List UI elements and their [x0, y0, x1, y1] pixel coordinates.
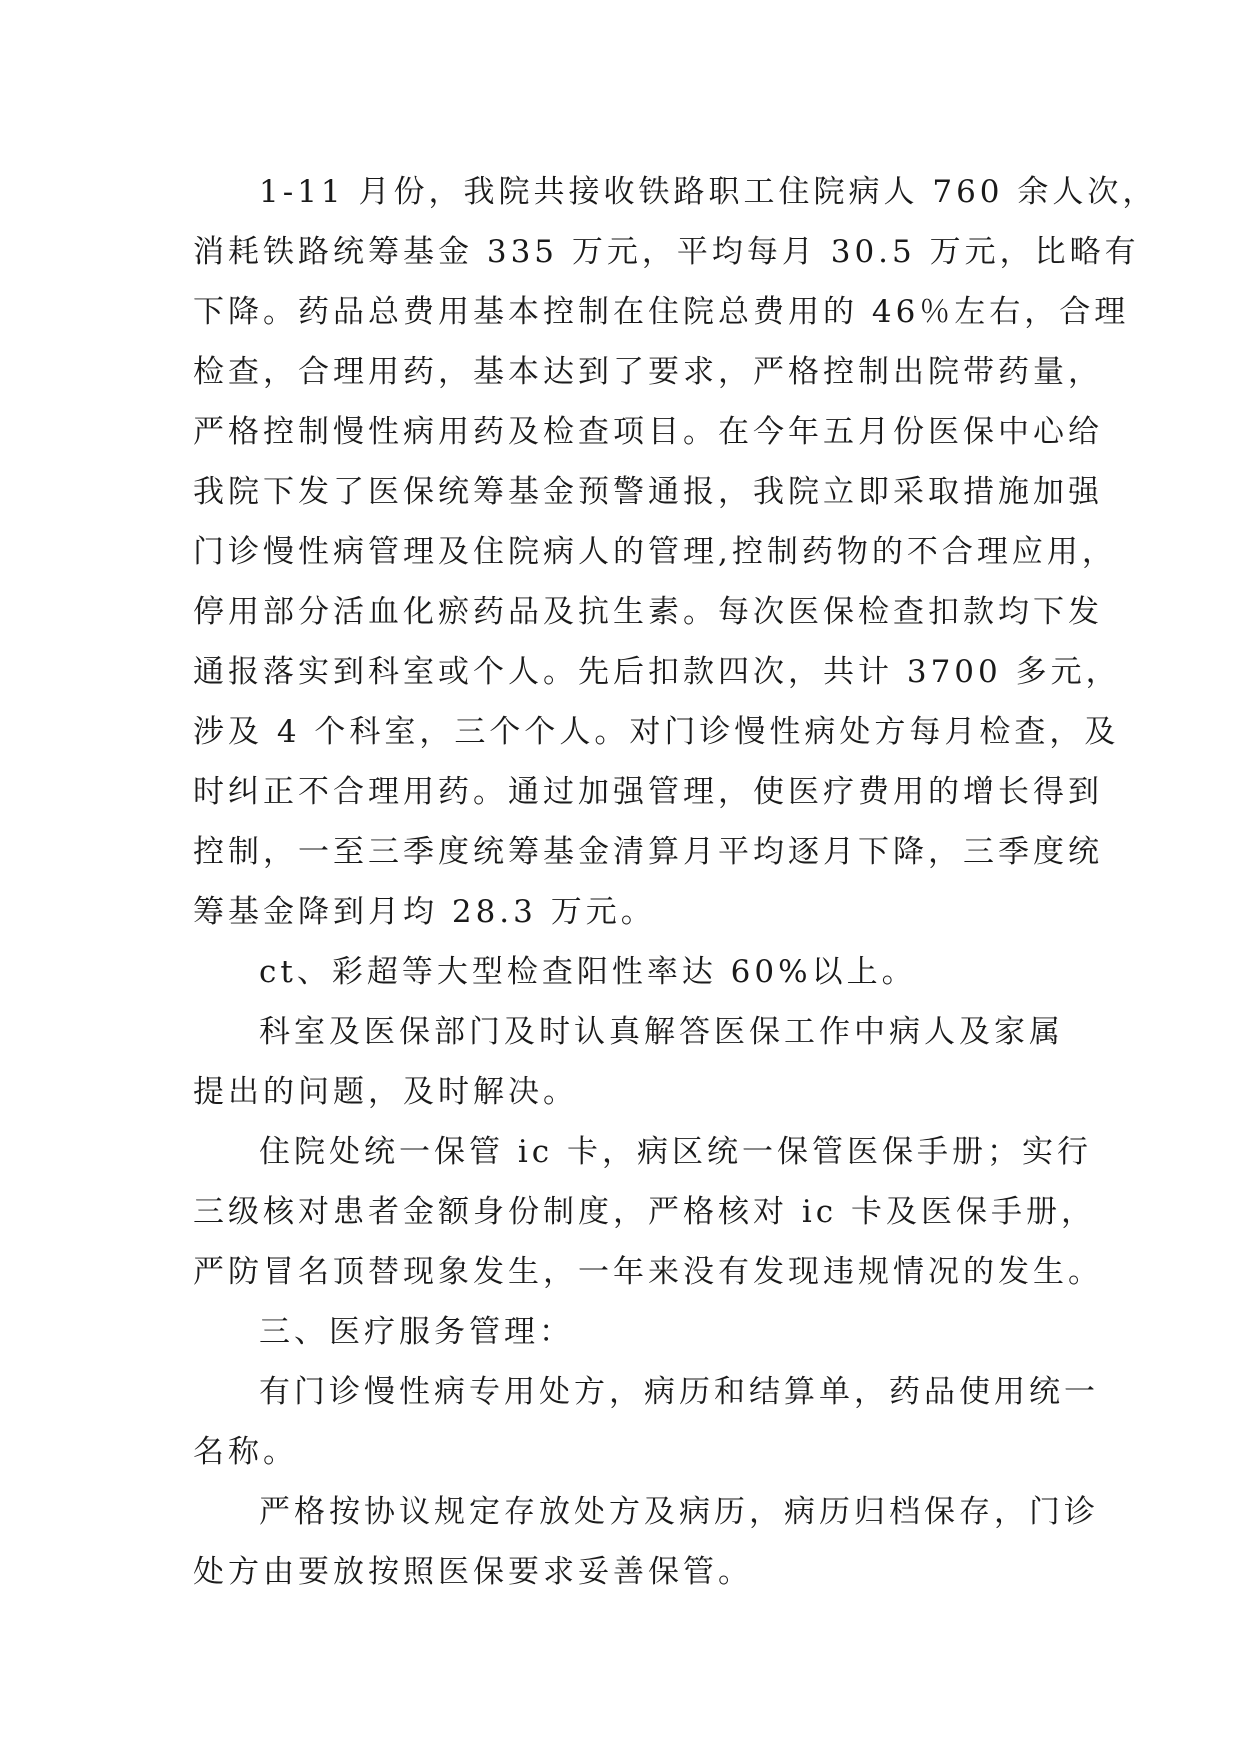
text-line: 严格按协议规定存放处方及病历，病历归档保存，门诊	[259, 1494, 1099, 1530]
text-line: 筹基金降到月均 28.3 万元。	[193, 894, 656, 930]
text-line: 三、医疗服务管理：	[259, 1314, 574, 1350]
text-line: 消耗铁路统筹基金 335 万元，平均每月 30.5 万元，比略有	[193, 234, 1140, 270]
text-line: ct、彩超等大型检查阳性率达 60%以上。	[259, 954, 917, 990]
text-line: 1-11 月份，我院共接收铁路职工住院病人 760 余人次，	[259, 174, 1158, 210]
text-line: 科室及医保部门及时认真解答医保工作中病人及家属	[259, 1014, 1064, 1050]
paragraph-ic-card	[193, 1122, 1103, 1302]
text-line: 有门诊慢性病专用处方，病历和结算单，药品使用统一	[259, 1374, 1099, 1410]
section-heading-medical-service	[193, 1302, 1063, 1362]
text-line: 提出的问题，及时解决。	[193, 1074, 578, 1110]
text-line: 停用部分活血化瘀药品及抗生素。每次医保检查扣款均下发	[193, 594, 1103, 630]
text-line: 涉及 4 个科室，三个个人。对门诊慢性病处方每月检查，及	[193, 714, 1120, 750]
text-line: 严防冒名顶替现象发生，一年来没有发现违规情况的发生。	[193, 1254, 1103, 1290]
text-line: 控制，一至三季度统筹基金清算月平均逐月下降，三季度统	[193, 834, 1103, 870]
paragraph-prescriptions	[193, 1362, 1099, 1482]
text-line: 门诊慢性病管理及住院病人的管理,控制药物的不合理应用，	[193, 534, 1117, 570]
text-line: 检查，合理用药，基本达到了要求，严格控制出院带药量，	[193, 354, 1103, 390]
paragraph-answer-questions	[193, 1002, 1063, 1122]
text-line: 我院下发了医保统筹基金预警通报，我院立即采取措施加强	[193, 474, 1103, 510]
text-line: 住院处统一保管 ic 卡，病区统一保管医保手册；实行	[259, 1134, 1092, 1170]
document-body	[193, 162, 1158, 1602]
paragraph-records-storage	[193, 1482, 1099, 1602]
text-line: 三级核对患者金额身份制度，严格核对 ic 卡及医保手册，	[193, 1194, 1096, 1230]
paragraph-positive-rate	[193, 942, 1063, 1002]
text-line: 名称。	[193, 1434, 298, 1470]
text-line: 处方由要放按照医保要求妥善保管。	[193, 1554, 753, 1590]
text-line: 时纠正不合理用药。通过加强管理，使医疗费用的增长得到	[193, 774, 1103, 810]
text-line: 下降。药品总费用基本控制在住院总费用的 46％左右，合理	[193, 294, 1130, 330]
paragraph-medical-insurance-fund	[193, 162, 1158, 942]
text-line: 严格控制慢性病用药及检查项目。在今年五月份医保中心给	[193, 414, 1103, 450]
text-line: 通报落实到科室或个人。先后扣款四次，共计 3700 多元，	[193, 654, 1121, 690]
